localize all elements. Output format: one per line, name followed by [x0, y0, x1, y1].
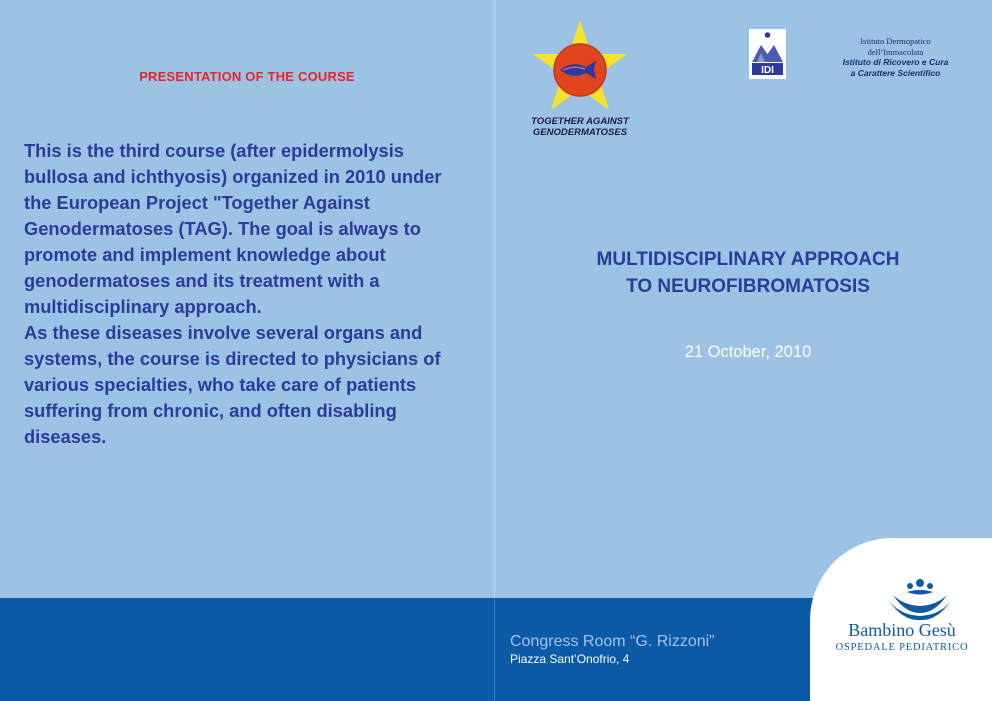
- bambino-gesu-logo-icon: [885, 575, 955, 621]
- fold-line: [494, 0, 495, 701]
- idi-line3: Istituto di Ricovero e Cura: [842, 57, 949, 67]
- hospital-name: Bambino Gesù: [848, 620, 956, 640]
- course-date: 21 October, 2010: [684, 343, 812, 361]
- course-presentation-text: [24, 138, 464, 450]
- idi-mountain-icon: [749, 29, 786, 79]
- venue-room: Congress Room “G. Rizzoni”: [510, 633, 715, 650]
- idi-logo: [749, 29, 786, 79]
- course-title-line1: MULTIDISCIPLINARY APPROACH: [596, 249, 900, 270]
- tag-caption-line1: TOGETHER AGAINST: [531, 116, 629, 127]
- tag-caption: [510, 116, 650, 138]
- tag-star-logo-icon: [530, 18, 630, 118]
- idi-line2: dell’Immacolata: [867, 46, 924, 57]
- idi-line1: Istituto Dermopatico: [860, 36, 931, 46]
- intro-paragraph: This is the third course (after epidermolysis bullosa and ichthyosis) organized in 2010 under the European Project "Together Against Genodermatoses (TAG). The goal is always to promote and implement knowledge about genodermatoses and its treatment with a multidisciplinary approach.: [24, 140, 442, 317]
- idi-logo-text: IDI: [761, 65, 774, 76]
- idi-institute-name: [828, 36, 963, 78]
- idi-line4: a Carattere Scientifico: [850, 67, 941, 78]
- course-title-line2: TO NEUROFIBROMATOSIS: [626, 276, 870, 297]
- venue-address: Piazza Sant’Onofrio, 4: [510, 652, 630, 666]
- tag-caption-line2: GENODERMATOSES: [532, 127, 628, 138]
- presentation-heading: PRESENTATION OF THE COURSE: [139, 69, 355, 84]
- hospital-subtitle: OSPEDALE PEDIATRICO: [835, 642, 969, 653]
- course-title: [548, 246, 948, 300]
- intro-paragraph: As these diseases involve several organs and systems, the course is directed to physicians of various specialties, who take care of patients suffering from chronic, and often disabling diseases.: [24, 322, 441, 447]
- band-fold-line: [494, 598, 495, 701]
